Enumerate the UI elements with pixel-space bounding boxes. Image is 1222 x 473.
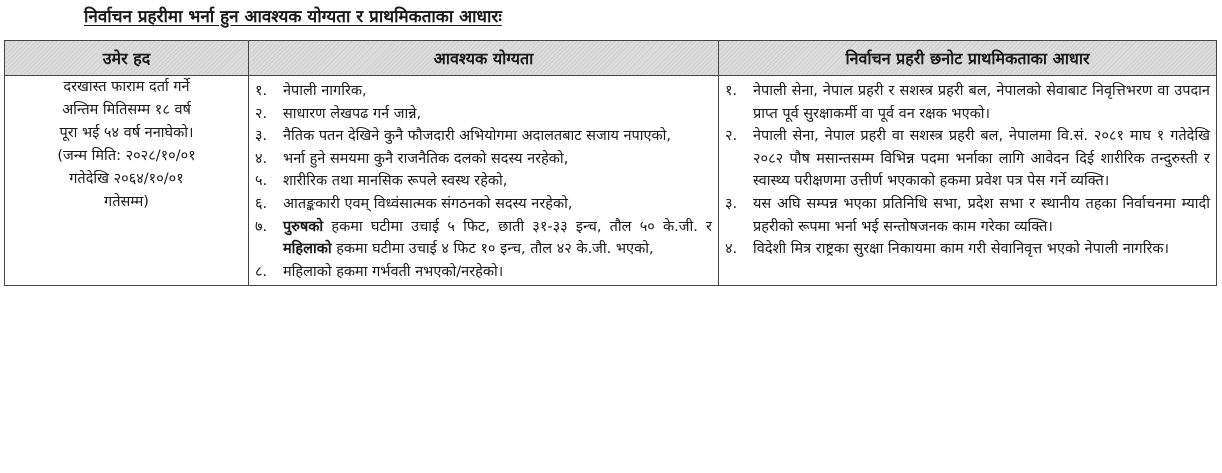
qualification-table xyxy=(4,40,1217,286)
item-text: शारीरिक तथा मानसिक रूपले स्वस्थ रहेको, xyxy=(283,173,508,190)
list-item xyxy=(255,170,712,193)
item-text: नेपाली नागरिक, xyxy=(283,83,367,99)
item-text: साधारण लेखपढ गर्न जान्ने, xyxy=(283,105,422,122)
age-limit-line: पूरा भई ५४ वर्ष ननाघेको। xyxy=(59,125,194,141)
page-heading: निर्वाचन प्रहरीमा भर्ना हुन आवश्यक योग्यता र प्राथमिकताका आधारः xyxy=(84,7,502,27)
item-text: महिलाको हकमा गर्भवती नभएको/नरहेको। xyxy=(283,263,504,280)
list-item xyxy=(725,238,1210,261)
list-item xyxy=(725,125,1210,193)
list-item xyxy=(255,193,712,216)
qualification-cell xyxy=(249,76,719,286)
female-requirement-text: हकमा घटीमा उचाई ४ फिट १० इन्च, तौल ४२ के.जी. भएको, xyxy=(331,241,654,258)
table-header-row xyxy=(5,41,1217,76)
female-label: महिलाको xyxy=(283,241,332,258)
table-row xyxy=(5,76,1217,286)
age-limit-line: (जन्म मिति: २०२८/१०/०१ xyxy=(57,148,196,164)
male-label: पुरुषको xyxy=(283,218,324,235)
list-item xyxy=(255,216,712,261)
age-limit-line: गतेसम्म) xyxy=(104,194,149,210)
age-limit-line: अन्तिम मितिसम्म १८ वर्ष xyxy=(62,102,191,118)
item-number: ३. xyxy=(725,195,738,212)
list-item xyxy=(255,125,712,148)
item-number: ४. xyxy=(725,241,738,258)
age-limit-cell xyxy=(5,76,249,286)
item-number: ७. xyxy=(255,218,268,235)
item-number: ३. xyxy=(255,128,268,145)
male-requirement-text: हकमा घटीमा उचाई ५ फिट, छाती ३१-३३ इन्च, तौल ५० के.जी. र xyxy=(323,218,712,235)
age-limit-line: दरखास्त फाराम दर्ता गर्ने xyxy=(63,79,190,95)
item-text: विदेशी मित्र राष्ट्रका सुरक्षा निकायमा काम गरी सेवानिवृत्त भएको नेपाली नागरिक। xyxy=(753,241,1170,258)
item-text: भर्ना हुने समयमा कुनै राजनैतिक दलको सदस्य नरहेको, xyxy=(283,150,569,167)
list-item xyxy=(255,148,712,171)
list-item xyxy=(255,103,712,126)
item-number: ८. xyxy=(255,263,268,280)
list-item xyxy=(725,80,1210,125)
list-item xyxy=(255,261,712,284)
item-number: १. xyxy=(725,83,738,99)
item-text: आतङ्ककारी एवम् विध्वंसात्मक संगठनको सदस्य नरहेको, xyxy=(283,195,573,212)
item-text: नैतिक पतन देखिने कुनै फौजदारी अभियोगमा अदालतबाट सजाय नपाएको, xyxy=(283,128,672,145)
list-item xyxy=(255,80,712,103)
list-item xyxy=(725,193,1210,238)
item-number: २. xyxy=(725,128,738,145)
priority-column-header: निर्वाचन प्रहरी छनोट प्राथमिकताका आधार xyxy=(719,41,1217,76)
item-number: ६. xyxy=(255,195,268,212)
item-text: यस अघि सम्पन्न भएका प्रतिनिधि सभा, प्रदेश सभा र स्थानीय तहका निर्वाचनमा म्यादी प्रहरीको रूपमा भर्ना भई सन्तोषजनक काम गरेका व्यक्ति। xyxy=(753,195,1210,235)
qualification-list xyxy=(255,80,712,283)
item-text: नेपाली सेना, नेपाल प्रहरी र सशस्त्र प्रहरी बल, नेपालको सेवाबाट निवृत्तिभरण वा उपदान प्राप्त पूर्व सुरक्षाकर्मी वा पूर्व वन रक्षक भएको। xyxy=(753,83,1210,122)
age-column-header: उमेर हद xyxy=(5,41,249,76)
item-number: ४. xyxy=(255,150,268,167)
item-number: ५. xyxy=(255,173,268,190)
item-number: २. xyxy=(255,105,268,122)
item-text xyxy=(283,216,712,261)
qualification-column-header: आवश्यक योग्यता xyxy=(249,41,719,76)
item-text: नेपाली सेना, नेपाल प्रहरी वा सशस्त्र प्रहरी बल, नेपालमा वि.सं. २०८१ माघ १ गतेदेखि २०८२ पौष मसान्तसम्म विभिन्न पदमा भर्नाका लागि आवेदन दिई शारीरिक तन्दुरुस्ती र स्वास्थ्य परीक्षणमा उत्तीर्ण भएकाको हकमा प्रवेश पत्र पेस गर्ने व्यक्ति। xyxy=(753,128,1210,190)
priority-list xyxy=(725,80,1210,261)
age-limit-line: गतेदेखि २०६४/१०/०१ xyxy=(69,171,184,187)
priority-cell xyxy=(719,76,1217,286)
item-number: १. xyxy=(255,83,268,99)
